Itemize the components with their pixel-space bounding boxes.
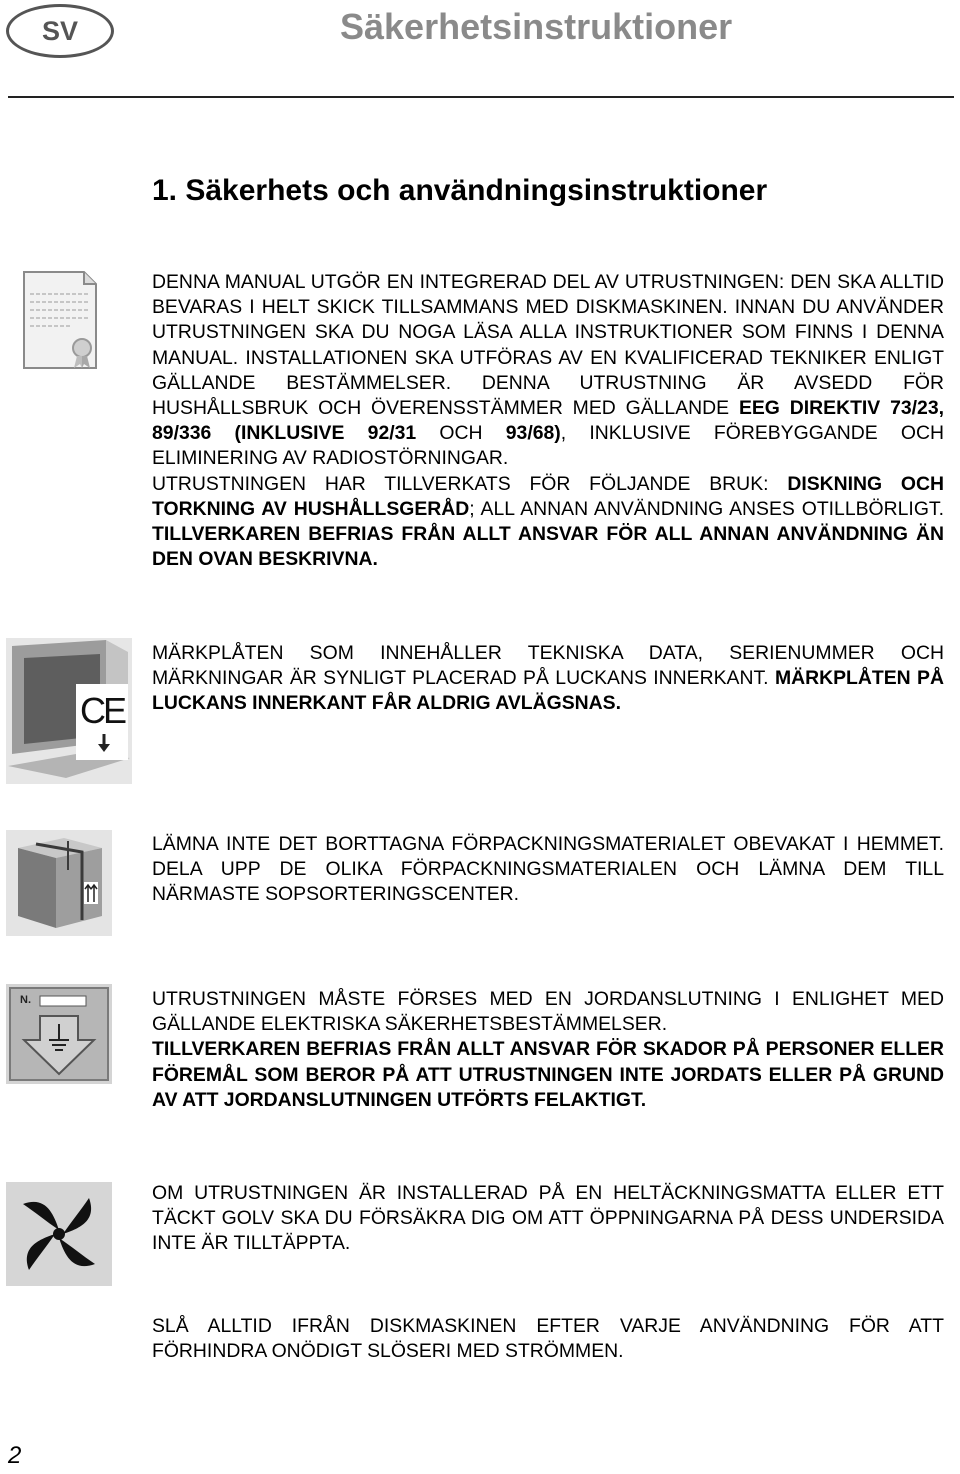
bold-text: 93/68): [505, 422, 561, 445]
text-run: ; ALL ANNAN ANVÄNDNING ANSES OTILLBÖRLIGT.: [469, 497, 944, 520]
text-run: , INKLUSIVE FÖREBYGGANDE OCH ELIMINERING AV RADIOSTÖRNINGAR.: [152, 422, 944, 470]
ce-rating-plate-icon: [6, 638, 132, 784]
text-run: SLÅ ALLTID IFRÅN DISKMASKINEN EFTER VARJE ANVÄNDNING FÖR ATT FÖRHINDRA ONÖDIGT SLÖSERI MED STRÖMMEN.: [152, 1315, 944, 1363]
text-run: LÄMNA INTE DET BORTTAGNA FÖRPACKNINGSMATERIALET OBEVAKAT I HEMMET. DELA UPP DE OLIKA FÖRPACKNINGSMATERIALEN OCH LÄMNA DEM TILL NÄRMASTE SOPSORTERINGSCENTER.: [152, 833, 944, 906]
ce-mark: CE: [80, 690, 125, 731]
paragraph-intro: [152, 270, 944, 572]
paragraph-packaging: [152, 832, 944, 908]
text-run: MÄRKPLÅTEN SOM INNEHÅLLER TEKNISKA DATA, SERIENUMMER OCH MÄRKNINGAR ÄR SYNLIGT PLACERAD PÅ LUCKANS INNERKANT.: [152, 642, 944, 690]
paragraph-rating-plate: [152, 641, 944, 717]
page-number: 2: [8, 1442, 22, 1469]
certificate-document-icon: [20, 268, 100, 372]
paragraph-grounding: [152, 987, 944, 1113]
paragraph-ventilation: [152, 1181, 944, 1257]
text-run: DENNA MANUAL UTGÖR EN INTEGRERAD DEL AV UTRUSTNINGEN: DEN SKA ALLTID BEVARAS I HELT SKICK TILLSAMMANS MED DISKMASKINEN. INNAN DU ANVÄNDER UTRUSTNINGEN SKA DU NOGA LÄSA ALLA INSTRUKTIONER SOM FINNS I DENNA MANUAL. INSTALLATIONEN SKA UTFÖRAS AV EN KVALIFICERAD TEKNIKER ENLIGT GÄLLANDE BESTÄMMELSER. DENNA UTRUSTNING ÄR AVSEDD FÖR HUSHÅLLSBRUK OCH ÖVERENSSTÄMMER MED GÄLLANDE: [152, 271, 944, 420]
language-badge: SV: [6, 4, 114, 58]
text-run: UTRUSTNINGEN HAR TILLVERKATS FÖR FÖLJANDE BRUK:: [152, 472, 788, 495]
section-title: 1. Säkerhets och användningsinstruktioner: [152, 174, 768, 207]
bold-text: EEG DIREKTIV 73/23, 89/336 (INKLUSIVE 92/31: [152, 397, 944, 445]
text-run: OM UTRUSTNINGEN ÄR INSTALLERAD PÅ EN HELTÄCKNINGSMATTA ELLER ETT TÄCKT GOLV SKA DU FÖRSÄKRA DIG OM ATT ÖPPNINGARNA PÅ DESS UNDERSIDA INTE ÄR TILLTÄPPTA.: [152, 1182, 944, 1255]
bold-text: TILLVERKAREN BEFRIAS FRÅN ALLT ANSVAR FÖR SKADOR PÅ PERSONER ELLER FÖREMÅL SOM BEROR PÅ ATT UTRUSTNINGEN INTE JORDATS ELLER PÅ GRUND AV ATT JORDANSLUTNINGEN UTFÖRTS FELAKTIGT.: [152, 1038, 944, 1111]
plate-label: N.: [20, 994, 31, 1006]
header-divider: [8, 96, 954, 98]
text-run: OCH: [416, 422, 506, 445]
text-run: UTRUSTNINGEN MÅSTE FÖRSES MED EN JORDANSLUTNING I ENLIGHET MED GÄLLANDE ELEKTRISKA SÄKERHETSBESTÄMMELSER.: [152, 988, 944, 1036]
bold-text: TILLVERKAREN BEFRIAS FRÅN ALLT ANSVAR FÖR ALL ANNAN ANVÄNDNING ÄN DEN OVAN BESKRIVNA.: [152, 523, 944, 571]
packaging-box-icon: [6, 830, 112, 936]
bold-text: MÄRKPLÅTEN PÅ LUCKANS INNERKANT FÅR ALDRIG AVLÄGSNAS.: [152, 667, 944, 715]
ground-connection-icon: [6, 984, 112, 1084]
bold-text: DISKNING OCH TORKNING AV HUSHÅLLSGERÅD: [152, 472, 944, 520]
paragraph-power-off: [152, 1314, 944, 1364]
ventilation-fan-icon: [6, 1182, 112, 1286]
header-title: Säkerhetsinstruktioner: [340, 6, 733, 47]
